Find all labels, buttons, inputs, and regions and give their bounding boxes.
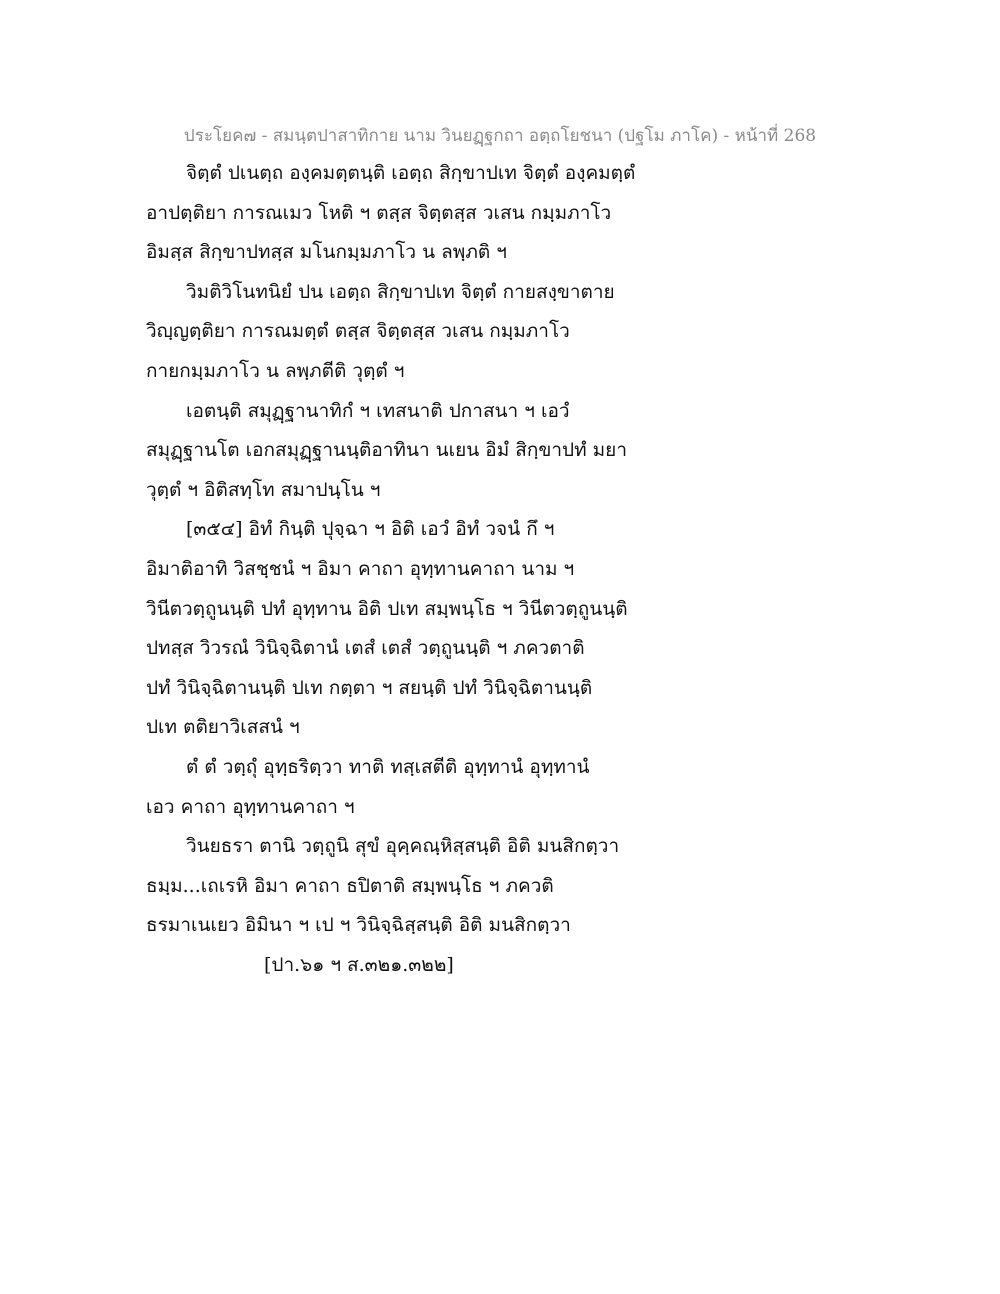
- text-line: วุตฺตํ ฯ อิติสทฺโท สมาปนฺโน ฯ: [146, 478, 381, 501]
- text-line: เอว คาถา อุทฺทานคาถา ฯ: [146, 795, 355, 818]
- text-line: วินีตวตฺถูนนฺติ ปทํ อุทฺทาน อิติ ปเท สมฺพนฺโธ ฯ วินีตวตฺถูนนฺติ: [146, 597, 628, 620]
- text-line: ปทสฺส วิวรณํ วินิจฺฉิตานํ เตสํ เตสํ วตฺถูนนฺติ ฯ ภควตาติ: [146, 637, 585, 660]
- text-line: ตํ ตํ วตฺถุํ อุทฺธริตฺวา ทาติ ทสฺเสตีติ อุทฺทานํ อุทฺทานํ: [186, 755, 590, 778]
- page-header: ประโยค๗ - สมนฺตปาสาทิกาย นาม วินยฏฺฐกถา อตฺถโยชนา (ปฐโม ภาโค) - หน้าที่ 268: [183, 126, 817, 146]
- text-line: อาปตฺติยา การณเมว โหติ ฯ ตสฺส จิตฺตสฺส วเสน กมฺมภาโว: [146, 201, 612, 224]
- text-line: อิมาติอาทิ วิสชฺชนํ ฯ อิมา คาถา อุทฺทานคาถา นาม ฯ: [146, 557, 575, 580]
- text-line: ปทํ วินิจฺฉิตานนฺติ ปเท กตฺตา ฯ สยนฺติ ปทํ วินิจฺฉิตานนฺติ: [146, 676, 593, 699]
- text-line: วินยธรา ตานิ วตฺถูนิ สุขํ อุคฺคณฺหิสฺสนฺติ อิติ มนสิกตฺวา: [186, 835, 620, 858]
- text-line: เอตนฺติ สมุฏฺฐานาทิกํ ฯ เทสนาติ ปกาสนา ฯ เอวํ: [186, 399, 570, 422]
- text-line: กายกมฺมภาโว น ลพฺภตีติ วุตฺตํ ฯ: [146, 359, 405, 382]
- text-line: จิตฺตํ ปเนตฺถ องฺคมตฺตนฺติ เอตฺถ สิกฺขาปเท จิตฺตํ องฺคมตฺตํ: [186, 162, 636, 184]
- text-line: วิญฺญตฺติยา การณมตฺตํ ตสฺส จิตฺตสฺส วเสน กมฺมภาโว: [146, 320, 570, 343]
- body-text: [146, 158, 866, 989]
- text-line: ธมฺม...เถเรหิ อิมา คาถา ธปิตาติ สมฺพนฺโธ ฯ ภควติ: [146, 874, 554, 897]
- text-line: วิมติวิโนทนิยํ ปน เอตฺถ สิกฺขาปเท จิตฺตํ กายสงฺขาตาย: [186, 280, 615, 303]
- text-line: อิมสฺส สิกฺขาปทสฺส มโนกมฺมภาโว น ลพฺภติ ฯ: [146, 241, 507, 264]
- text-line: [๓๕๔] อิทํ กินฺติ ปุจฺฉา ฯ อิติ เอวํ อิทํ วจนํ กึ ฯ: [186, 518, 555, 541]
- text-line: ธรมาเนเยว อิมินา ฯ เป ฯ วินิจฺฉิสฺสนฺติ อิติ มนสิกตฺวา: [146, 914, 571, 937]
- text-line: สมุฏฺฐานโต เอกสมุฏฺฐานนฺติอาทินา นเยน อิมํ สิกฺขาปทํ มยา: [146, 439, 627, 462]
- reference-note: [ปา.๖๑ ฯ ส.๓๒๑.๓๒๒]: [264, 953, 454, 976]
- text-line: ปเท ตติยาวิเสสนํ ฯ: [146, 716, 300, 739]
